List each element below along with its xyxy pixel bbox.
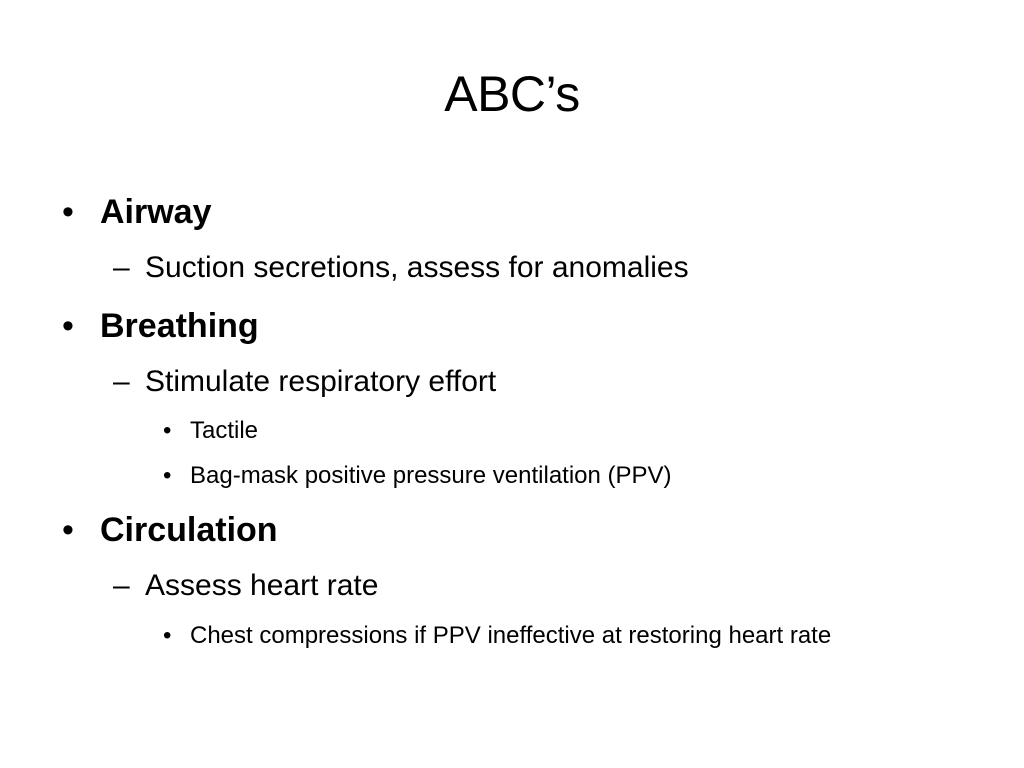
- sub-sub-item-text: Chest compressions if PPV ineffective at restoring heart rate: [190, 622, 832, 649]
- bullet-text: Circulation: [100, 511, 278, 549]
- bullet-text: Airway: [100, 193, 212, 231]
- sub-sub-item-text: Bag-mask positive pressure ventilation (PPV): [190, 462, 672, 489]
- sub-sub-item-text: Tactile: [190, 417, 259, 444]
- bullet-marker: •: [62, 307, 74, 345]
- sub-item-text: Suction secretions, assess for anomalies: [145, 251, 689, 284]
- small-bullet-marker: •: [163, 462, 172, 489]
- bullet-marker: •: [62, 511, 74, 549]
- sub-item-text: Assess heart rate: [145, 569, 379, 602]
- bullet-marker: •: [62, 193, 74, 231]
- dash-marker: –: [113, 569, 130, 602]
- dash-marker: –: [113, 365, 130, 398]
- small-bullet-marker: •: [163, 417, 172, 444]
- sub-item-text: Stimulate respiratory effort: [145, 365, 497, 398]
- bullet-text: Breathing: [100, 307, 259, 345]
- dash-marker: –: [113, 251, 130, 284]
- slide-title: ABC’s: [444, 66, 580, 122]
- small-bullet-marker: •: [163, 622, 172, 649]
